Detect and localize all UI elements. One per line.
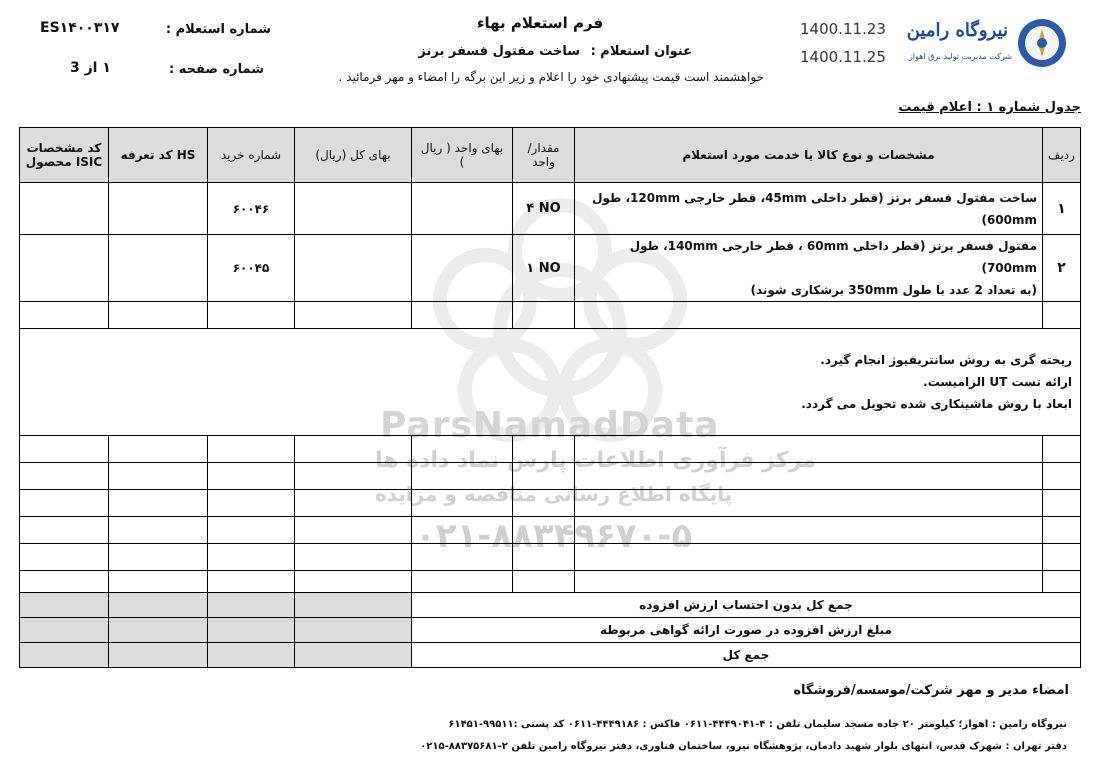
table-row (20, 571, 1081, 593)
item-description-line-2: 600mm) (981, 212, 1037, 227)
inquiry-number-label: شماره استعلام : (165, 22, 271, 37)
price-table (19, 127, 1081, 668)
col-purchase-no: شماره خرید (208, 128, 295, 183)
row-number: ۱ (1043, 183, 1081, 235)
date-1: 1400.11.23 (800, 20, 886, 38)
summary-total-label: جمع کل (412, 643, 1081, 668)
notes-row (20, 329, 1081, 436)
watermark-phone: ۰۲۱-۸۸۳۴۹۶۷۰-۵ (415, 516, 693, 556)
logo-name: نیروگاه رامین (906, 20, 1008, 41)
date-2: 1400.11.25 (800, 48, 886, 66)
item-description-line-2: (به تعداد 2 عدد با طول 350mm برشکاری شوند) (750, 283, 1037, 297)
summary-row (20, 593, 1081, 618)
note-item: ارائه تست UT الزامیست. (923, 375, 1072, 389)
table-row (20, 463, 1081, 490)
summary-row (20, 643, 1081, 668)
company-logo (906, 16, 1070, 71)
col-qty: مقدار/واحد (513, 128, 575, 183)
table-header-row (20, 128, 1081, 183)
summary-subtotal-label: جمع کل بدون احتساب ارزش افزوده (412, 593, 1081, 618)
signature-label: امضاء مدیر و مهر شرکت/موسسه/فروشگاه (793, 683, 1069, 698)
summary-vat-label: مبلغ ارزش افزوده در صورت ارائه گواهی مربوطه (412, 618, 1081, 643)
company-emblem-icon (1015, 16, 1070, 71)
quantity: ۱ NO (513, 235, 575, 302)
item-description (575, 183, 1043, 235)
col-desc: مشخصات و نوع کالا یا خدمت مورد استعلام (575, 128, 1043, 183)
subject-value: ساخت مفتول فسفر برنز (418, 44, 581, 59)
item-description (575, 235, 1043, 302)
inquiry-number-value: ES۱۴۰۰۳۱۷ (40, 20, 120, 36)
request-text: خواهشمند است قیمت پیشنهادی خود را اعلام و زیر این برگه را امضاء و مهر فرمائید . (338, 70, 764, 84)
purchase-no: ۶۰۰۴۶ (208, 183, 295, 235)
logo-subtitle: شرکت مدیریت تولید برق اهواز (908, 52, 1012, 61)
col-isic: کد مشخصات محصول ISIC (20, 128, 109, 183)
notes-box (20, 329, 1081, 436)
note-item: ابعاد با روش ماشینکاری شده تحویل می گردد. (801, 397, 1072, 411)
page-number-label: شماره صفحه : (169, 62, 264, 77)
subject-line (418, 44, 692, 59)
row-number: ۲ (1043, 235, 1081, 302)
watermark-brand: ParsNamadData (380, 405, 720, 446)
table-row (20, 436, 1081, 463)
footer-address-2: دفتر تهران : شهرک قدس، انتهای بلوار شهید دادمان، پژوهشگاه نیرو، ساختمان فناوری، دفتر نیروگاه رامین تلفن ۲-۸۸۳۷۵۶۸۱-۰۲۱۵ (420, 741, 1067, 752)
summary-row (20, 618, 1081, 643)
col-row: ردیف (1043, 128, 1081, 183)
footer-address-1: نیروگاه رامین : اهواز؛ کیلومتر ۲۰ جاده مسجد سلیمان تلفن : ۴-۴۴۴۹۰۴۱-۰۶۱۱ فاکس : ۴۴۴۹۱۸۶-۰۶۱۱ کد پستی :۹۹۵۱۱-۶۱۴۵۱ (448, 719, 1067, 730)
table-title: جدول شماره ۱ : اعلام قیمت (898, 100, 1081, 115)
table-row (20, 544, 1081, 571)
watermark-line-1: مرکز فرآوری اطلاعات پارس نماد داده ها (375, 448, 816, 473)
item-description-line-1: مفتول فسفر برنز (قطر داخلی 60mm ، قطر خارجی 140mm، طول 700mm) (629, 239, 1037, 275)
table-row (20, 183, 1081, 235)
page-number-value: ۱ از 3 (70, 60, 111, 76)
col-total-price: بهای کل (ریال) (295, 128, 412, 183)
purchase-no: ۶۰۰۴۵ (208, 235, 295, 302)
table-row (20, 517, 1081, 544)
table-row (20, 235, 1081, 302)
subject-label: عنوان استعلام : (590, 44, 692, 59)
col-hs: کد تعرفه HS (109, 128, 208, 183)
table-row (20, 302, 1081, 329)
col-unit-price: بهای واحد ( ریال ) (412, 128, 513, 183)
table-row (20, 490, 1081, 517)
form-title: فرم استعلام بهاء (476, 14, 604, 32)
quantity: ۴ NO (513, 183, 575, 235)
note-item: ریخته گری به روش سانتریفیوژ انجام گیرد. (820, 353, 1072, 367)
watermark-line-2: پایگاه اطلاع رسانی مناقصه و مزایده (375, 482, 733, 506)
item-description-line-1: ساخت مفتول فسفر برنز (قطر داخلی 45mm، قطر خارجی 120mm، طول (592, 190, 1037, 205)
